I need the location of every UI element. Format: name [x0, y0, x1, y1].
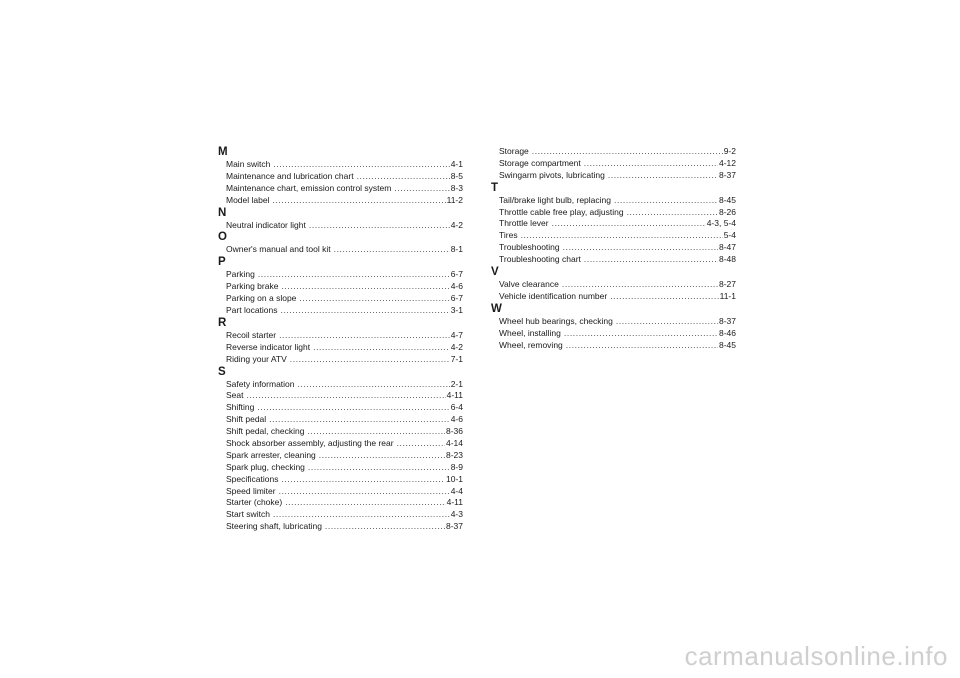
index-entry[interactable]	[218, 354, 463, 366]
leader-dots	[397, 438, 445, 450]
index-section	[218, 231, 463, 256]
index-entry[interactable]	[218, 509, 463, 521]
entry-page-number: 9-2	[723, 146, 736, 156]
entry-title: Owner's manual and tool kit	[226, 244, 331, 255]
index-column-left	[218, 146, 463, 533]
leader-dots	[521, 230, 723, 242]
index-entry[interactable]	[218, 462, 463, 474]
index-entry[interactable]	[218, 183, 463, 195]
index-entry[interactable]	[218, 379, 463, 391]
entry-title: Valve clearance	[499, 279, 559, 290]
index-section	[218, 256, 463, 317]
index-entry[interactable]	[218, 426, 463, 438]
leader-dots	[269, 414, 450, 426]
section-letter: V	[491, 266, 499, 279]
entry-title: Storage compartment	[499, 157, 581, 168]
leader-dots	[281, 305, 450, 317]
entry-title: Tail/brake light bulb, replacing	[499, 194, 611, 205]
leader-dots	[281, 474, 445, 486]
entry-page-number: 4-2	[450, 341, 463, 352]
index-entry[interactable]	[491, 218, 736, 230]
leader-dots	[307, 426, 445, 438]
index-section	[218, 207, 463, 232]
section-letter: N	[218, 206, 227, 219]
index-entry[interactable]	[491, 340, 736, 352]
entry-page-number: 6-4	[450, 402, 463, 413]
entry-page-number: 5-4	[723, 230, 736, 241]
leader-dots	[608, 170, 718, 182]
leader-dots	[319, 450, 445, 462]
index-entry[interactable]	[491, 230, 736, 242]
entry-page-number: 4-7	[450, 329, 463, 340]
entry-page-number: 8-37	[718, 169, 736, 180]
entry-title: Recoil starter	[226, 329, 277, 340]
entry-page-number: 8-45	[718, 339, 736, 350]
entry-page-number: 8-48	[718, 254, 736, 265]
leader-dots	[247, 390, 446, 402]
index-section	[491, 182, 736, 266]
entry-title: Wheel, removing	[499, 339, 563, 350]
leader-dots	[334, 244, 450, 256]
entry-page-number: 7-1	[450, 353, 463, 364]
entry-page-number: 8-23	[445, 449, 463, 460]
entry-page-number: 8-37	[445, 521, 463, 532]
entry-page-number: 8-36	[445, 426, 463, 437]
entry-page-number: 8-1	[450, 244, 463, 255]
entry-page-number: 11-1	[719, 290, 736, 301]
entry-page-number: 2-1	[450, 378, 463, 389]
leader-dots	[272, 195, 445, 207]
leader-dots	[627, 207, 718, 219]
index-entry[interactable]	[218, 171, 463, 183]
leader-dots	[279, 486, 450, 498]
index-entry[interactable]	[491, 170, 736, 182]
index-entry[interactable]	[491, 254, 736, 266]
entry-title: Parking brake	[226, 281, 279, 292]
index-entry[interactable]	[491, 291, 736, 303]
leader-dots	[257, 402, 449, 414]
leader-dots	[584, 254, 718, 266]
entry-page-number: 6-7	[450, 293, 463, 304]
entry-title: Throttle cable free play, adjusting	[499, 206, 624, 217]
section-letter: R	[218, 316, 227, 329]
watermark-text: carmanualsonline.info	[684, 641, 948, 671]
entry-page-number: 4-11	[446, 497, 463, 508]
entry-page-number: 4-11	[446, 390, 463, 401]
entry-title: Storage	[499, 146, 529, 156]
entry-title: Throttle lever	[499, 218, 549, 229]
entry-title: Safety information	[226, 378, 295, 389]
entry-page-number: 4-12	[718, 157, 736, 168]
index-column-right	[491, 146, 736, 351]
leader-dots	[258, 269, 450, 281]
index-entry[interactable]	[218, 330, 463, 342]
entry-page-number: 6-7	[450, 269, 463, 280]
entry-page-number: 8-5	[450, 170, 463, 181]
index-section	[491, 266, 736, 303]
index-entry[interactable]	[218, 450, 463, 462]
entry-title: Swingarm pivots, lubricating	[499, 169, 605, 180]
entry-page-number: 8-3	[450, 182, 463, 193]
leader-dots	[616, 316, 718, 328]
index-entry[interactable]	[218, 402, 463, 414]
leader-dots	[562, 279, 718, 291]
leader-dots	[309, 220, 450, 232]
entry-page-number: 4-6	[450, 414, 463, 425]
index-entry[interactable]	[218, 269, 463, 281]
entry-title: Vehicle identification number	[499, 290, 608, 301]
index-entry[interactable]	[218, 342, 463, 354]
index-entry[interactable]	[218, 293, 463, 305]
entry-title: Shock absorber assembly, adjusting the rear	[226, 438, 394, 449]
entry-title: Model label	[226, 194, 270, 205]
leader-dots	[325, 521, 445, 533]
leader-dots	[313, 342, 450, 354]
entry-title: Part locations	[226, 305, 278, 316]
entry-title: Maintenance chart, emission control system	[226, 182, 392, 193]
entry-title: Neutral indicator light	[226, 219, 306, 230]
entry-title: Speed limiter	[226, 485, 276, 496]
entry-title: Shift pedal	[226, 414, 267, 425]
entry-title: Spark arrester, cleaning	[226, 449, 316, 460]
index-entry[interactable]	[218, 159, 463, 171]
entry-page-number: 8-37	[718, 315, 736, 326]
entry-page-number: 8-27	[718, 279, 736, 290]
entry-title: Starter (choke)	[226, 497, 283, 508]
entry-title: Start switch	[226, 509, 270, 520]
entry-title: Main switch	[226, 159, 271, 169]
section-letter: S	[218, 365, 226, 378]
leader-dots	[563, 242, 718, 254]
entry-page-number: 4-2	[450, 219, 463, 230]
leader-dots	[394, 183, 449, 195]
entry-title: Reverse indicator light	[226, 341, 311, 352]
index-entry[interactable]	[218, 474, 463, 486]
leader-dots	[614, 195, 718, 207]
leader-dots	[308, 462, 450, 474]
section-letter: W	[491, 302, 502, 315]
index-entry[interactable]	[491, 195, 736, 207]
leader-dots	[584, 158, 718, 170]
index-entry[interactable]	[218, 521, 463, 533]
entry-page-number: 8-46	[718, 327, 736, 338]
entry-page-number: 8-9	[450, 461, 463, 472]
leader-dots	[273, 159, 449, 171]
entry-page-number: 8-26	[718, 206, 736, 217]
index-entry[interactable]	[218, 438, 463, 450]
entry-page-number: 4-3	[450, 509, 463, 520]
leader-dots	[273, 509, 450, 521]
entry-title: Seat	[226, 390, 244, 401]
leader-dots	[281, 281, 449, 293]
entry-title: Troubleshooting	[499, 242, 560, 253]
leader-dots	[290, 354, 450, 366]
leader-dots	[357, 171, 450, 183]
entry-title: Wheel, installing	[499, 327, 561, 338]
leader-dots	[532, 146, 723, 158]
leader-dots	[299, 293, 449, 305]
entry-page-number: 11-2	[446, 194, 463, 205]
leader-dots	[279, 330, 450, 342]
index-entry[interactable]	[491, 279, 736, 291]
entry-page-number: 4-4	[450, 485, 463, 496]
index-entry[interactable]	[491, 242, 736, 254]
index-section	[491, 303, 736, 352]
section-letter: P	[218, 256, 226, 269]
index-section	[491, 146, 736, 182]
index-entry[interactable]	[218, 220, 463, 232]
index-section	[218, 366, 463, 534]
entry-title: Steering shaft, lubricating	[226, 521, 322, 532]
leader-dots	[610, 291, 718, 303]
entry-title: Wheel hub bearings, checking	[499, 315, 613, 326]
index-entry[interactable]	[218, 497, 463, 509]
leader-dots	[552, 218, 706, 230]
entry-title: Maintenance and lubrication chart	[226, 170, 354, 181]
index-entry[interactable]	[491, 158, 736, 170]
index-section	[218, 146, 463, 207]
entry-page-number: 4-6	[450, 281, 463, 292]
section-letter: T	[491, 181, 499, 194]
index-entry[interactable]	[218, 244, 463, 256]
entry-title: Specifications	[226, 473, 279, 484]
leader-dots	[298, 379, 450, 391]
entry-title: Parking	[226, 269, 255, 280]
leader-dots	[566, 340, 718, 352]
index-entry[interactable]	[218, 486, 463, 498]
entry-page-number: 8-45	[718, 194, 736, 205]
section-letter: O	[218, 231, 227, 244]
index-entry[interactable]	[491, 316, 736, 328]
entry-page-number: 8-47	[718, 242, 736, 253]
leader-dots	[564, 328, 718, 340]
entry-page-number: 3-1	[450, 305, 463, 316]
entry-title: Tires	[499, 230, 518, 241]
index-entry[interactable]	[218, 281, 463, 293]
entry-page-number: 4-3, 5-4	[706, 218, 736, 229]
section-letter: M	[218, 146, 228, 158]
entry-title: Spark plug, checking	[226, 461, 305, 472]
index-entry[interactable]	[491, 328, 736, 340]
index-entry[interactable]	[218, 414, 463, 426]
entry-page-number: 4-1	[450, 159, 463, 169]
entry-title: Troubleshooting chart	[499, 254, 581, 265]
leader-dots	[285, 497, 445, 509]
entry-page-number: 10-1	[445, 473, 463, 484]
index-entry[interactable]	[491, 146, 736, 158]
entry-title: Shift pedal, checking	[226, 426, 305, 437]
index-entry[interactable]	[491, 207, 736, 219]
entry-title: Parking on a slope	[226, 293, 297, 304]
entry-page-number: 4-14	[445, 438, 463, 449]
index-entry[interactable]	[218, 305, 463, 317]
entry-title: Riding your ATV	[226, 353, 287, 364]
index-section	[218, 317, 463, 366]
index-entry[interactable]	[218, 390, 463, 402]
entry-title: Shifting	[226, 402, 255, 413]
index-entry[interactable]	[218, 195, 463, 207]
